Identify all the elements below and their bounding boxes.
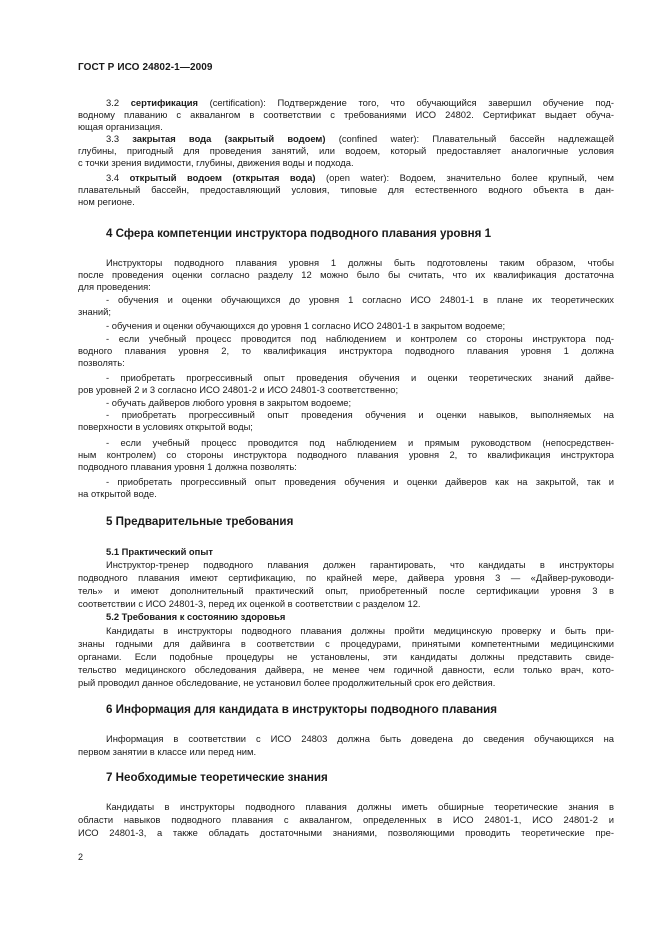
section-4-heading: 4 Сфера компетенции инструктора подводного плавания уровня 1 — [106, 227, 492, 240]
paragraph-line: с точки зрения видимости, глубины, движения воды и подхода. — [78, 157, 354, 168]
list-item-line: ным контролем) со стороны инструктора подводного плавания уровня 2, то квалификация инструктора — [78, 449, 614, 460]
definition-3-2-line — [106, 97, 614, 108]
page-number: 2 — [78, 852, 84, 862]
paragraph-line: Инструкторы подводного плавания уровня 1 должны быть подготовлены таким образом, чтобы — [106, 257, 614, 268]
paragraph-line: органами. Если подобные процедуры не установлены, эти кандидаты должны представить свиде- — [78, 651, 614, 662]
paragraph-line: знаны годными для дайвинга в соответствии с процедурами, принятыми компетентными медицинскими — [78, 638, 614, 649]
definition-3-4-line — [106, 172, 614, 183]
list-item-line: позволять: — [78, 357, 125, 368]
list-item-line: - обучения и оценки обучающихся до уровня 1 согласно ИСО 24801-1 в закрытом водоеме; — [106, 320, 506, 331]
paragraph-line: ном регионе. — [78, 196, 135, 207]
definition-number: 3.4 — [106, 172, 120, 183]
paragraph-line: после проведения оценки согласно разделу 12 можно было бы считать, что их квалификация достаточна — [78, 269, 614, 280]
list-item-line: на открытой воде. — [78, 488, 157, 499]
list-item-line: - если учебный процесс проводится под наблюдением и контролем со стороны инструктора под- — [106, 333, 614, 344]
subsection-5-1-heading: 5.1 Практический опыт — [106, 546, 213, 557]
list-item-line: - приобретать прогрессивный опыт проведения обучения и оценки навыков, выполняемых на — [106, 409, 614, 420]
paragraph-line: ИСО 24801-3, а также обладать достаточными знаниями, позволяющими проводить теоретические пре- — [78, 827, 614, 838]
paragraph-line: для проведения: — [78, 281, 151, 292]
paragraph-line: первом занятии в классе или перед ним. — [78, 746, 257, 757]
definition-number: 3.2 — [106, 97, 120, 108]
paragraph-line: глубины, пригодный для проведения занятий, или водоем, который предоставляет аналогичные условия — [78, 145, 614, 156]
paragraph-line: соответствии с ИСО 24801-3, перед их оценкой в соответствии с разделом 12. — [78, 598, 421, 609]
definition-text: (certification): Подтверждение того, что обучающийся завершил обучение под- — [197, 97, 615, 108]
definition-3-3-line — [106, 133, 614, 144]
paragraph-line: Инструктор-тренер подводного плавания должен гарантировать, что кандидаты в инструкторы — [106, 559, 614, 570]
paragraph-line: плавательный бассейн, предоставляющий условия, типовые для естественного водного объекта в дан- — [78, 184, 614, 195]
paragraph-line: Информация в соответствии с ИСО 24803 должна быть доведена до сведения обучающихся на — [106, 733, 614, 744]
list-item-line: - если учебный процесс проводится под наблюдением и прямым руководством (непосредствен- — [106, 437, 614, 448]
list-item-line: - обучения и оценки обучающихся до уровня 1 согласно ИСО 24801-1 в плане их теоретических — [106, 294, 614, 305]
definition-number: 3.3 — [106, 133, 120, 144]
paragraph-line: водному плаванию с аквалангом в соответствии с требованиями ИСО 24802. Сертификат выдает обуча- — [78, 109, 614, 120]
list-item-line: водного плавания уровня 2, то квалификация инструктора подводного плавания уровня 1 должна — [78, 345, 614, 356]
paragraph-line: ющая организация. — [78, 121, 163, 132]
list-item-line: подводного плавания уровня 1 должна позволять: — [78, 461, 297, 472]
definition-term: сертификация — [130, 97, 198, 108]
paragraph-line: подводного плавания имеют сертификацию, по крайней мере, дайвера уровня 3 — «Дайвер-руководи- — [78, 572, 614, 583]
subsection-5-2-heading: 5.2 Требования к состоянию здоровья — [106, 611, 286, 622]
definition-text: (open water): Водоем, значительно более крупный, чем — [315, 172, 615, 183]
paragraph-line: рый проводил данное обследование, не установил более продолжительный срок его действия. — [78, 677, 496, 688]
section-6-heading: 6 Информация для кандидата в инструкторы подводного плавания — [106, 703, 498, 716]
list-item-line: - обучать дайверов любого уровня в закрытом водоеме; — [106, 397, 352, 408]
list-item-line: знаний; — [78, 306, 111, 317]
list-item-line: поверхности в условиях открытой воды; — [78, 421, 253, 432]
paragraph-line: Кандидаты в инструкторы подводного плавания должны пройти медицинскую проверку и быть при- — [106, 625, 614, 636]
paragraph-line: тельство медицинского обследования дайвера, не менее чем годичной давности, если только врач, кото- — [78, 664, 614, 675]
list-item-line: - приобретать прогрессивный опыт проведения обучения и оценки теоретических знаний дайве- — [106, 372, 614, 383]
definition-term: закрытая вода (закрытый водоем) — [132, 133, 326, 144]
list-item-line: ров уровней 2 и 3 согласно ИСО 24801-2 и ИСО 24801-3 соответственно; — [78, 384, 399, 395]
section-7-heading: 7 Необходимые теоретические знания — [106, 771, 328, 784]
paragraph-line: тель» и имеют дополнительный практический опыт, приобретенный после сертификации уровня 3 в — [78, 585, 614, 596]
list-item-line: - приобретать прогрессивный опыт проведения обучения и оценки дайверов как на закрытой, так и — [106, 476, 614, 487]
document-header: ГОСТ Р ИСО 24802-1—2009 — [78, 62, 213, 73]
section-5-heading: 5 Предварительные требования — [106, 515, 294, 528]
paragraph-line: области навыков подводного плавания с аквалангом, определенных в ИСО 24801-1, ИСО 24801-2 и — [78, 814, 614, 825]
definition-term: открытый водоем (открытая вода) — [129, 172, 316, 183]
definition-text: (confined water): Плавательный бассейн надлежащей — [325, 133, 615, 144]
paragraph-line: Кандидаты в инструкторы подводного плавания должны иметь обширные теоретические знания в — [106, 801, 614, 812]
